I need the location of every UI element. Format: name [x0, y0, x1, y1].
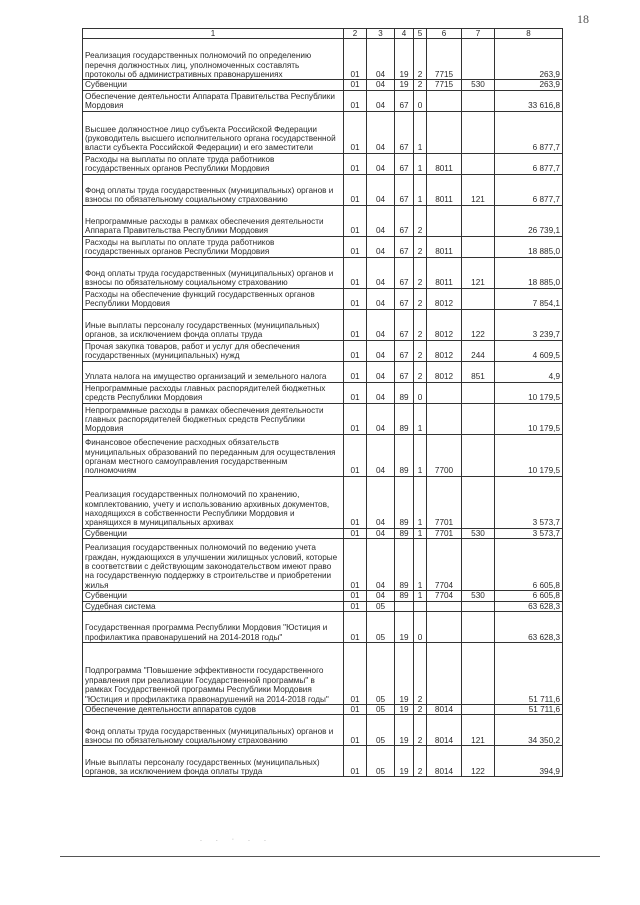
- item-code-cell: 7701: [427, 528, 462, 538]
- table-row: [83, 746, 563, 777]
- row-name-cell: Реализация государственных полномочий по определению перечня должностных лиц, уполномоченных составлять протоколы об административных правонарушениях: [83, 39, 344, 80]
- table-row: [83, 90, 563, 111]
- program-code-cell: 19: [395, 80, 414, 90]
- row-name-cell: Подпрограмма "Повышение эффективности государственного управления при реализации Государственной программы" в рамках Государственной программы Республики Мордовия "Юстиция и профилактика правонарушений на 2014-2018 годы": [83, 643, 344, 705]
- amount-cell: 4,9: [495, 361, 563, 382]
- subsection-code-cell: 04: [367, 539, 395, 591]
- subprogram-code-cell: 2: [414, 746, 427, 777]
- program-code-cell: 67: [395, 90, 414, 111]
- expense-type-cell: 121: [462, 174, 495, 205]
- subsection-code-cell: 05: [367, 612, 395, 643]
- amount-cell: 33 616,8: [495, 90, 563, 111]
- subsection-code-cell: 04: [367, 309, 395, 340]
- row-name-cell: Высшее должностное лицо субъекта Российской Федерации (руководитель высшего исполнительного органа государственной власти субъекта Российской Федерации) и его заместители: [83, 111, 344, 153]
- amount-cell: 3 573,7: [495, 528, 563, 538]
- table-row: [83, 601, 563, 611]
- subprogram-code-cell: 0: [414, 612, 427, 643]
- subprogram-code-cell: 2: [414, 236, 427, 257]
- section-code-cell: 01: [344, 288, 367, 309]
- amount-cell: 51 711,6: [495, 643, 563, 705]
- amount-cell: 394,9: [495, 746, 563, 777]
- amount-cell: 6 877,7: [495, 174, 563, 205]
- expense-type-cell: [462, 403, 495, 434]
- item-code-cell: 8014: [427, 746, 462, 777]
- section-code-cell: 01: [344, 403, 367, 434]
- subprogram-code-cell: [414, 601, 427, 611]
- column-header: 5: [414, 29, 427, 39]
- expense-type-cell: [462, 434, 495, 476]
- item-code-cell: 8014: [427, 705, 462, 715]
- item-code-cell: [427, 111, 462, 153]
- item-code-cell: 8014: [427, 715, 462, 746]
- section-code-cell: 01: [344, 643, 367, 705]
- section-code-cell: 01: [344, 39, 367, 80]
- expense-type-cell: [462, 288, 495, 309]
- item-code-cell: 8011: [427, 236, 462, 257]
- subprogram-code-cell: 2: [414, 309, 427, 340]
- amount-cell: 10 179,5: [495, 403, 563, 434]
- subprogram-code-cell: 1: [414, 528, 427, 538]
- program-code-cell: [395, 601, 414, 611]
- amount-cell: 263,9: [495, 80, 563, 90]
- subsection-code-cell: 05: [367, 715, 395, 746]
- program-code-cell: 67: [395, 174, 414, 205]
- table-row: [83, 382, 563, 403]
- subprogram-code-cell: 2: [414, 643, 427, 705]
- amount-cell: 4 609,5: [495, 340, 563, 361]
- table-row: [83, 476, 563, 528]
- table-row: [83, 288, 563, 309]
- section-code-cell: 01: [344, 205, 367, 236]
- expense-type-cell: [462, 90, 495, 111]
- section-code-cell: 01: [344, 257, 367, 288]
- item-code-cell: 8012: [427, 340, 462, 361]
- subprogram-code-cell: 2: [414, 288, 427, 309]
- expense-type-cell: [462, 612, 495, 643]
- program-code-cell: 89: [395, 591, 414, 601]
- program-code-cell: 89: [395, 476, 414, 528]
- item-code-cell: [427, 601, 462, 611]
- item-code-cell: 7715: [427, 80, 462, 90]
- row-name-cell: Финансовое обеспечение расходных обязательств муниципальных образований по переданным для осуществления органам местного самоуправления государственным полномочиям: [83, 434, 344, 476]
- amount-cell: 51 711,6: [495, 705, 563, 715]
- expense-type-cell: [462, 601, 495, 611]
- subprogram-code-cell: 2: [414, 361, 427, 382]
- item-code-cell: [427, 205, 462, 236]
- subsection-code-cell: 04: [367, 205, 395, 236]
- subsection-code-cell: 04: [367, 340, 395, 361]
- table-header-row: [83, 29, 563, 39]
- subprogram-code-cell: 2: [414, 715, 427, 746]
- section-code-cell: 01: [344, 361, 367, 382]
- program-code-cell: 89: [395, 434, 414, 476]
- amount-cell: 263,9: [495, 39, 563, 80]
- section-code-cell: 01: [344, 309, 367, 340]
- section-code-cell: 01: [344, 236, 367, 257]
- subsection-code-cell: 04: [367, 174, 395, 205]
- table-row: [83, 236, 563, 257]
- program-code-cell: 67: [395, 236, 414, 257]
- column-header: 3: [367, 29, 395, 39]
- amount-cell: 3 239,7: [495, 309, 563, 340]
- table-row: [83, 361, 563, 382]
- program-code-cell: 19: [395, 643, 414, 705]
- amount-cell: 63 628,3: [495, 601, 563, 611]
- subsection-code-cell: 04: [367, 403, 395, 434]
- table-row: [83, 612, 563, 643]
- row-name-cell: Прочая закупка товаров, работ и услуг для обеспечения государственных (муниципальных) нужд: [83, 340, 344, 361]
- subprogram-code-cell: 0: [414, 90, 427, 111]
- item-code-cell: [427, 403, 462, 434]
- item-code-cell: [427, 643, 462, 705]
- item-code-cell: 7700: [427, 434, 462, 476]
- column-header: 7: [462, 29, 495, 39]
- subsection-code-cell: 04: [367, 39, 395, 80]
- table-row: [83, 591, 563, 601]
- program-code-cell: 67: [395, 288, 414, 309]
- column-header: 6: [427, 29, 462, 39]
- subsection-code-cell: 04: [367, 361, 395, 382]
- row-name-cell: Фонд оплаты труда государственных (муниципальных) органов и взносы по обязательному социальному страхованию: [83, 174, 344, 205]
- subsection-code-cell: 04: [367, 257, 395, 288]
- subsection-code-cell: 04: [367, 434, 395, 476]
- row-name-cell: Обеспечение деятельности аппаратов судов: [83, 705, 344, 715]
- column-header: 2: [344, 29, 367, 39]
- subprogram-code-cell: 2: [414, 340, 427, 361]
- subsection-code-cell: 04: [367, 153, 395, 174]
- section-code-cell: 01: [344, 528, 367, 538]
- row-name-cell: Непрограммные расходы в рамках обеспечения деятельности главных распорядителей бюджетных средств Республики Мордовия: [83, 403, 344, 434]
- row-name-cell: Субвенции: [83, 528, 344, 538]
- column-header: 1: [83, 29, 344, 39]
- expense-type-cell: [462, 39, 495, 80]
- row-name-cell: Субвенции: [83, 591, 344, 601]
- program-code-cell: 19: [395, 746, 414, 777]
- amount-cell: 63 628,3: [495, 612, 563, 643]
- section-code-cell: 01: [344, 601, 367, 611]
- amount-cell: 6 877,7: [495, 111, 563, 153]
- row-name-cell: Фонд оплаты труда государственных (муниципальных) органов и взносы по обязательному социальному страхованию: [83, 715, 344, 746]
- row-name-cell: Расходы на обеспечение функций государственных органов Республики Мордовия: [83, 288, 344, 309]
- table-row: [83, 39, 563, 80]
- row-name-cell: Непрограммные расходы в рамках обеспечения деятельности Аппарата Правительства Республики Мордовия: [83, 205, 344, 236]
- amount-cell: 6 877,7: [495, 153, 563, 174]
- row-name-cell: Субвенции: [83, 80, 344, 90]
- row-name-cell: Уплата налога на имущество организаций и земельного налога: [83, 361, 344, 382]
- expense-type-cell: 851: [462, 361, 495, 382]
- subprogram-code-cell: 2: [414, 205, 427, 236]
- row-name-cell: Фонд оплаты труда государственных (муниципальных) органов и взносы по обязательному социальному страхованию: [83, 257, 344, 288]
- expense-type-cell: [462, 476, 495, 528]
- table-row: [83, 340, 563, 361]
- footer-rule: [60, 856, 600, 857]
- table-row: [83, 539, 563, 591]
- amount-cell: 26 739,1: [495, 205, 563, 236]
- expense-type-cell: 530: [462, 591, 495, 601]
- expense-type-cell: [462, 643, 495, 705]
- section-code-cell: 01: [344, 746, 367, 777]
- section-code-cell: 01: [344, 705, 367, 715]
- table-body: [83, 39, 563, 777]
- amount-cell: 18 885,0: [495, 236, 563, 257]
- table-row: [83, 153, 563, 174]
- subprogram-code-cell: 1: [414, 539, 427, 591]
- row-name-cell: Непрограммные расходы главных распорядителей бюджетных средств Республики Мордовия: [83, 382, 344, 403]
- row-name-cell: Государственная программа Республики Мордовия "Юстиция и профилактика правонарушений на 2014-2018 годы": [83, 612, 344, 643]
- row-name-cell: Реализация государственных полномочий по ведению учета граждан, нуждающихся в улучшении жилищных условий, которые в соответствии с действующим законодательством имеют право на государственную поддержку в строительстве и приобретении жилья: [83, 539, 344, 591]
- table-row: [83, 205, 563, 236]
- subsection-code-cell: 05: [367, 601, 395, 611]
- scan-artifact-dots: . . · . .: [200, 836, 272, 843]
- row-name-cell: Реализация государственных полномочий по хранению, комплектованию, учету и использованию архивных документов, находящихся в собственности Республики Мордовия и хранящихся в муниципальных архивах: [83, 476, 344, 528]
- table-row: [83, 528, 563, 538]
- program-code-cell: 19: [395, 39, 414, 80]
- row-name-cell: Расходы на выплаты по оплате труда работников государственных органов Республики Мордовия: [83, 153, 344, 174]
- section-code-cell: 01: [344, 539, 367, 591]
- subsection-code-cell: 05: [367, 643, 395, 705]
- item-code-cell: 8011: [427, 153, 462, 174]
- section-code-cell: 01: [344, 591, 367, 601]
- program-code-cell: 89: [395, 403, 414, 434]
- amount-cell: 18 885,0: [495, 257, 563, 288]
- budget-table: [82, 28, 563, 777]
- subprogram-code-cell: 1: [414, 403, 427, 434]
- item-code-cell: 8012: [427, 309, 462, 340]
- table-row: [83, 257, 563, 288]
- item-code-cell: 8012: [427, 361, 462, 382]
- program-code-cell: 67: [395, 361, 414, 382]
- expense-type-cell: [462, 236, 495, 257]
- program-code-cell: 67: [395, 205, 414, 236]
- subprogram-code-cell: 2: [414, 80, 427, 90]
- table-row: [83, 705, 563, 715]
- expense-type-cell: 121: [462, 257, 495, 288]
- item-code-cell: 7704: [427, 539, 462, 591]
- column-header: 4: [395, 29, 414, 39]
- expense-type-cell: [462, 705, 495, 715]
- subprogram-code-cell: 1: [414, 476, 427, 528]
- expense-type-cell: [462, 539, 495, 591]
- row-name-cell: Судебная система: [83, 601, 344, 611]
- subsection-code-cell: 05: [367, 746, 395, 777]
- subprogram-code-cell: 1: [414, 174, 427, 205]
- subsection-code-cell: 04: [367, 236, 395, 257]
- item-code-cell: 7715: [427, 39, 462, 80]
- section-code-cell: 01: [344, 90, 367, 111]
- program-code-cell: 89: [395, 528, 414, 538]
- item-code-cell: [427, 382, 462, 403]
- expense-type-cell: 530: [462, 80, 495, 90]
- row-name-cell: Иные выплаты персоналу государственных (муниципальных) органов, за исключением фонда оплаты труда: [83, 309, 344, 340]
- section-code-cell: 01: [344, 153, 367, 174]
- expense-type-cell: 122: [462, 309, 495, 340]
- expense-type-cell: [462, 205, 495, 236]
- expense-type-cell: [462, 382, 495, 403]
- subsection-code-cell: 04: [367, 528, 395, 538]
- expense-type-cell: [462, 111, 495, 153]
- item-code-cell: 8011: [427, 174, 462, 205]
- row-name-cell: Обеспечение деятельности Аппарата Правительства Республики Мордовия: [83, 90, 344, 111]
- column-header: 8: [495, 29, 563, 39]
- table-row: [83, 111, 563, 153]
- program-code-cell: 19: [395, 715, 414, 746]
- section-code-cell: 01: [344, 434, 367, 476]
- section-code-cell: 01: [344, 340, 367, 361]
- item-code-cell: 8011: [427, 257, 462, 288]
- item-code-cell: [427, 90, 462, 111]
- row-name-cell: Расходы на выплаты по оплате труда работников государственных органов Республики Мордовия: [83, 236, 344, 257]
- subsection-code-cell: 04: [367, 80, 395, 90]
- table-row: [83, 434, 563, 476]
- table-row: [83, 309, 563, 340]
- program-code-cell: 19: [395, 612, 414, 643]
- program-code-cell: 67: [395, 340, 414, 361]
- subprogram-code-cell: 1: [414, 111, 427, 153]
- program-code-cell: 67: [395, 153, 414, 174]
- expense-type-cell: 122: [462, 746, 495, 777]
- section-code-cell: 01: [344, 715, 367, 746]
- subprogram-code-cell: 2: [414, 705, 427, 715]
- table-row: [83, 403, 563, 434]
- subprogram-code-cell: 1: [414, 434, 427, 476]
- subsection-code-cell: 04: [367, 111, 395, 153]
- subprogram-code-cell: 0: [414, 382, 427, 403]
- subsection-code-cell: 04: [367, 288, 395, 309]
- expense-type-cell: 530: [462, 528, 495, 538]
- table-row: [83, 715, 563, 746]
- table-row: [83, 80, 563, 90]
- amount-cell: 6 605,8: [495, 539, 563, 591]
- subprogram-code-cell: 2: [414, 257, 427, 288]
- amount-cell: 7 854,1: [495, 288, 563, 309]
- section-code-cell: 01: [344, 174, 367, 205]
- subprogram-code-cell: 2: [414, 39, 427, 80]
- subprogram-code-cell: 1: [414, 591, 427, 601]
- program-code-cell: 89: [395, 382, 414, 403]
- expense-type-cell: [462, 153, 495, 174]
- subsection-code-cell: 04: [367, 382, 395, 403]
- program-code-cell: 67: [395, 111, 414, 153]
- subprogram-code-cell: 1: [414, 153, 427, 174]
- item-code-cell: 7701: [427, 476, 462, 528]
- section-code-cell: 01: [344, 111, 367, 153]
- row-name-cell: Иные выплаты персоналу государственных (муниципальных) органов, за исключением фонда оплаты труда: [83, 746, 344, 777]
- subsection-code-cell: 05: [367, 705, 395, 715]
- page-number: 18: [577, 12, 589, 26]
- table-row: [83, 643, 563, 705]
- amount-cell: 10 179,5: [495, 382, 563, 403]
- program-code-cell: 67: [395, 309, 414, 340]
- program-code-cell: 67: [395, 257, 414, 288]
- section-code-cell: 01: [344, 612, 367, 643]
- amount-cell: 6 605,8: [495, 591, 563, 601]
- table-row: [83, 174, 563, 205]
- section-code-cell: 01: [344, 476, 367, 528]
- amount-cell: 34 350,2: [495, 715, 563, 746]
- expense-type-cell: 121: [462, 715, 495, 746]
- section-code-cell: 01: [344, 80, 367, 90]
- program-code-cell: 89: [395, 539, 414, 591]
- item-code-cell: [427, 612, 462, 643]
- subsection-code-cell: 04: [367, 591, 395, 601]
- amount-cell: 10 179,5: [495, 434, 563, 476]
- program-code-cell: 19: [395, 705, 414, 715]
- subsection-code-cell: 04: [367, 90, 395, 111]
- item-code-cell: 7704: [427, 591, 462, 601]
- expense-type-cell: 244: [462, 340, 495, 361]
- item-code-cell: 8012: [427, 288, 462, 309]
- amount-cell: 3 573,7: [495, 476, 563, 528]
- subsection-code-cell: 04: [367, 476, 395, 528]
- section-code-cell: 01: [344, 382, 367, 403]
